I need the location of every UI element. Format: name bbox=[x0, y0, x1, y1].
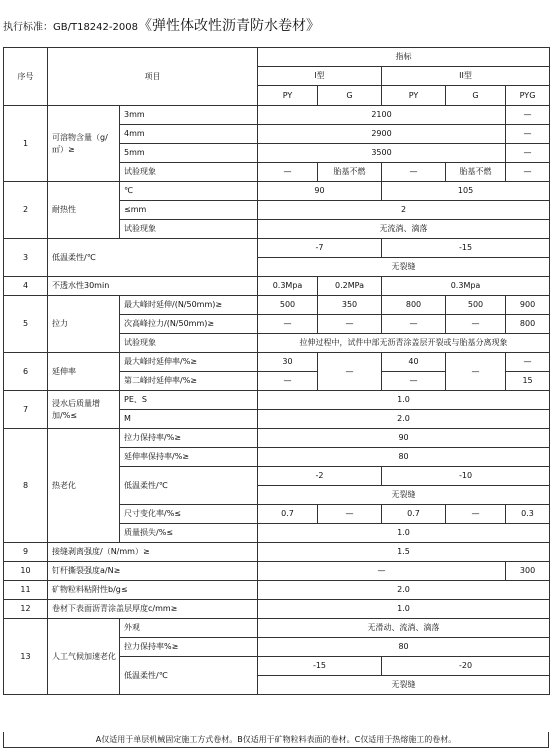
standard-name: 《弹性体改性沥青防水卷材》 bbox=[137, 18, 320, 34]
document-title bbox=[3, 10, 320, 40]
sub-item-label: PE、S bbox=[120, 391, 258, 410]
value-cell: 900 bbox=[506, 296, 550, 315]
value-cell: 0.3Mpa bbox=[382, 277, 550, 296]
value-cell: 2.0 bbox=[258, 410, 550, 429]
sub-item-label: ≤mm bbox=[120, 201, 258, 220]
header-g: G bbox=[318, 86, 382, 106]
value-cell: -15 bbox=[382, 239, 550, 258]
sub-item-label: 次高峰拉力/(N/50mm)≥ bbox=[120, 315, 258, 334]
sub-item-label: 拉力保持率/%≥ bbox=[120, 429, 258, 448]
item-label: 卷材下表面沥青涂盖层厚度c/mm≥ bbox=[48, 600, 258, 619]
value-cell: 90 bbox=[258, 182, 382, 201]
sub-item-label: 尺寸变化率/%≤ bbox=[120, 505, 258, 524]
sub-item-label: 第二峰时延伸率/%≥ bbox=[120, 372, 258, 391]
row-number: 9 bbox=[4, 543, 48, 562]
item-label: 低温柔性/℃ bbox=[48, 239, 258, 277]
value-cell: 90 bbox=[258, 429, 550, 448]
value-cell: — bbox=[446, 315, 506, 334]
value-cell: 拉伸过程中，试件中部无沥青涂盖层开裂或与胎基分离现象 bbox=[258, 334, 550, 353]
sub-item-label: 4mm bbox=[120, 125, 258, 144]
value-cell: 1.5 bbox=[258, 543, 550, 562]
value-cell: 500 bbox=[446, 296, 506, 315]
sub-item-label: 质量损失/%≤ bbox=[120, 524, 258, 543]
table-row bbox=[4, 239, 550, 258]
value-cell: 80 bbox=[258, 448, 550, 467]
item-label: 人工气候加速老化 bbox=[48, 619, 120, 695]
sub-item-label: 试验现象 bbox=[120, 163, 258, 182]
value-cell: 3500 bbox=[258, 144, 506, 163]
row-number: 13 bbox=[4, 619, 48, 695]
value-cell: 0.2MPa bbox=[318, 277, 382, 296]
item-label: 钉杆撕裂强度a/N≥ bbox=[48, 562, 258, 581]
header-type1: I型 bbox=[258, 67, 382, 86]
value-cell: 40 bbox=[382, 353, 446, 372]
value-cell: — bbox=[318, 315, 382, 334]
table-row bbox=[4, 353, 550, 372]
sub-item-label: 低温柔性/℃ bbox=[120, 467, 258, 505]
value-cell: -2 bbox=[258, 467, 382, 486]
sub-item-label: 低温柔性/℃ bbox=[120, 657, 258, 695]
value-cell: -7 bbox=[258, 239, 382, 258]
value-cell: 2100 bbox=[258, 106, 506, 125]
value-cell: — bbox=[258, 372, 318, 391]
value-cell: 80 bbox=[258, 638, 550, 657]
table-row bbox=[4, 600, 550, 619]
value-cell: — bbox=[318, 353, 382, 391]
value-cell: 500 bbox=[258, 296, 318, 315]
row-number: 1 bbox=[4, 106, 48, 182]
value-cell: — bbox=[382, 163, 446, 182]
row-number: 4 bbox=[4, 277, 48, 296]
table-row bbox=[4, 429, 550, 448]
value-cell: 1.0 bbox=[258, 600, 550, 619]
value-cell: -15 bbox=[258, 657, 382, 676]
value-cell: 胎基不燃 bbox=[318, 163, 382, 182]
value-cell: 2.0 bbox=[258, 581, 550, 600]
value-cell: 0.3 bbox=[506, 505, 550, 524]
table-row bbox=[4, 182, 550, 201]
value-cell: — bbox=[258, 315, 318, 334]
sub-item-label: 延伸率保持率/%≥ bbox=[120, 448, 258, 467]
header-py: PY bbox=[382, 86, 446, 106]
row-number: 3 bbox=[4, 239, 48, 277]
value-cell: 2900 bbox=[258, 125, 506, 144]
header-g: G bbox=[446, 86, 506, 106]
value-cell: 无裂缝 bbox=[258, 258, 550, 277]
value-cell: 300 bbox=[506, 562, 550, 581]
row-number: 10 bbox=[4, 562, 48, 581]
value-cell: — bbox=[382, 315, 446, 334]
value-cell: 胎基不燃 bbox=[446, 163, 506, 182]
value-cell: 2 bbox=[258, 201, 550, 220]
row-number: 5 bbox=[4, 296, 48, 353]
item-label: 热老化 bbox=[48, 429, 120, 543]
item-label: 可溶物含量（g/㎡）≥ bbox=[48, 106, 120, 182]
value-cell: — bbox=[506, 163, 550, 182]
value-cell: 800 bbox=[506, 315, 550, 334]
header-seq: 序号 bbox=[4, 48, 48, 106]
value-cell: 0.3Mpa bbox=[258, 277, 318, 296]
value-cell: -10 bbox=[382, 467, 550, 486]
value-cell: 无裂缝 bbox=[258, 676, 550, 695]
sub-item-label: M bbox=[120, 410, 258, 429]
table-row bbox=[4, 106, 550, 125]
header-item: 项目 bbox=[48, 48, 258, 106]
item-label: 拉力 bbox=[48, 296, 120, 353]
header-py: PY bbox=[258, 86, 318, 106]
table-row bbox=[4, 296, 550, 315]
value-cell: 800 bbox=[382, 296, 446, 315]
header-pyg: PYG bbox=[506, 86, 550, 106]
footnote: A仅适用于单层机械固定施工方式卷材。B仅适用于矿物粒料表面的卷材。C仅适用于热熔施工的卷材。 bbox=[3, 732, 549, 748]
table-row bbox=[4, 581, 550, 600]
row-number: 8 bbox=[4, 429, 48, 543]
value-cell: — bbox=[506, 144, 550, 163]
value-cell: 1.0 bbox=[258, 391, 550, 410]
sub-item-label: 外观 bbox=[120, 619, 258, 638]
item-label: 不透水性30min bbox=[48, 277, 258, 296]
value-cell: 105 bbox=[382, 182, 550, 201]
sub-item-label: 3mm bbox=[120, 106, 258, 125]
item-label: 耐热性 bbox=[48, 182, 120, 239]
sub-item-label: 最大峰时延伸率/%≥ bbox=[120, 353, 258, 372]
table-row bbox=[4, 391, 550, 410]
value-cell: 无流淌、滴落 bbox=[258, 220, 550, 239]
value-cell: — bbox=[506, 353, 550, 372]
row-number: 12 bbox=[4, 600, 48, 619]
table-row bbox=[4, 619, 550, 638]
sub-item-label: 5mm bbox=[120, 144, 258, 163]
value-cell: 无裂缝 bbox=[258, 486, 550, 505]
sub-item-label: 拉力保持率%≥ bbox=[120, 638, 258, 657]
value-cell: — bbox=[258, 163, 318, 182]
value-cell: — bbox=[382, 372, 446, 391]
value-cell: — bbox=[506, 106, 550, 125]
sub-item-label: ℃ bbox=[120, 182, 258, 201]
item-label: 矿物粒料粘附性b/g≤ bbox=[48, 581, 258, 600]
item-label: 延伸率 bbox=[48, 353, 120, 391]
value-cell: 350 bbox=[318, 296, 382, 315]
header-indicator: 指标 bbox=[258, 48, 550, 67]
value-cell: 1.0 bbox=[258, 524, 550, 543]
header-row bbox=[4, 48, 550, 67]
value-cell: — bbox=[318, 505, 382, 524]
table-row bbox=[4, 277, 550, 296]
spec-table bbox=[3, 47, 550, 695]
value-cell: 0.7 bbox=[258, 505, 318, 524]
sub-item-label: 试验现象 bbox=[120, 334, 258, 353]
row-number: 11 bbox=[4, 581, 48, 600]
value-cell: 无滑动、流淌、滴落 bbox=[258, 619, 550, 638]
standard-code: 执行标准：GB/T18242-2008 bbox=[3, 22, 138, 33]
value-cell: — bbox=[446, 353, 506, 391]
value-cell: 30 bbox=[258, 353, 318, 372]
value-cell: — bbox=[258, 562, 506, 581]
item-label: 接缝剥离强度/（N/mm）≥ bbox=[48, 543, 258, 562]
value-cell: 0.7 bbox=[382, 505, 446, 524]
value-cell: — bbox=[446, 505, 506, 524]
value-cell: 15 bbox=[506, 372, 550, 391]
table-row bbox=[4, 543, 550, 562]
value-cell: — bbox=[506, 125, 550, 144]
row-number: 2 bbox=[4, 182, 48, 239]
row-number: 6 bbox=[4, 353, 48, 391]
value-cell: -20 bbox=[382, 657, 550, 676]
item-label: 浸水后质量增加/%≤ bbox=[48, 391, 120, 429]
header-type2: II型 bbox=[382, 67, 550, 86]
row-number: 7 bbox=[4, 391, 48, 429]
sub-item-label: 最大峰时延伸/(N/50mm)≥ bbox=[120, 296, 258, 315]
sub-item-label: 试验现象 bbox=[120, 220, 258, 239]
table-row bbox=[4, 562, 550, 581]
